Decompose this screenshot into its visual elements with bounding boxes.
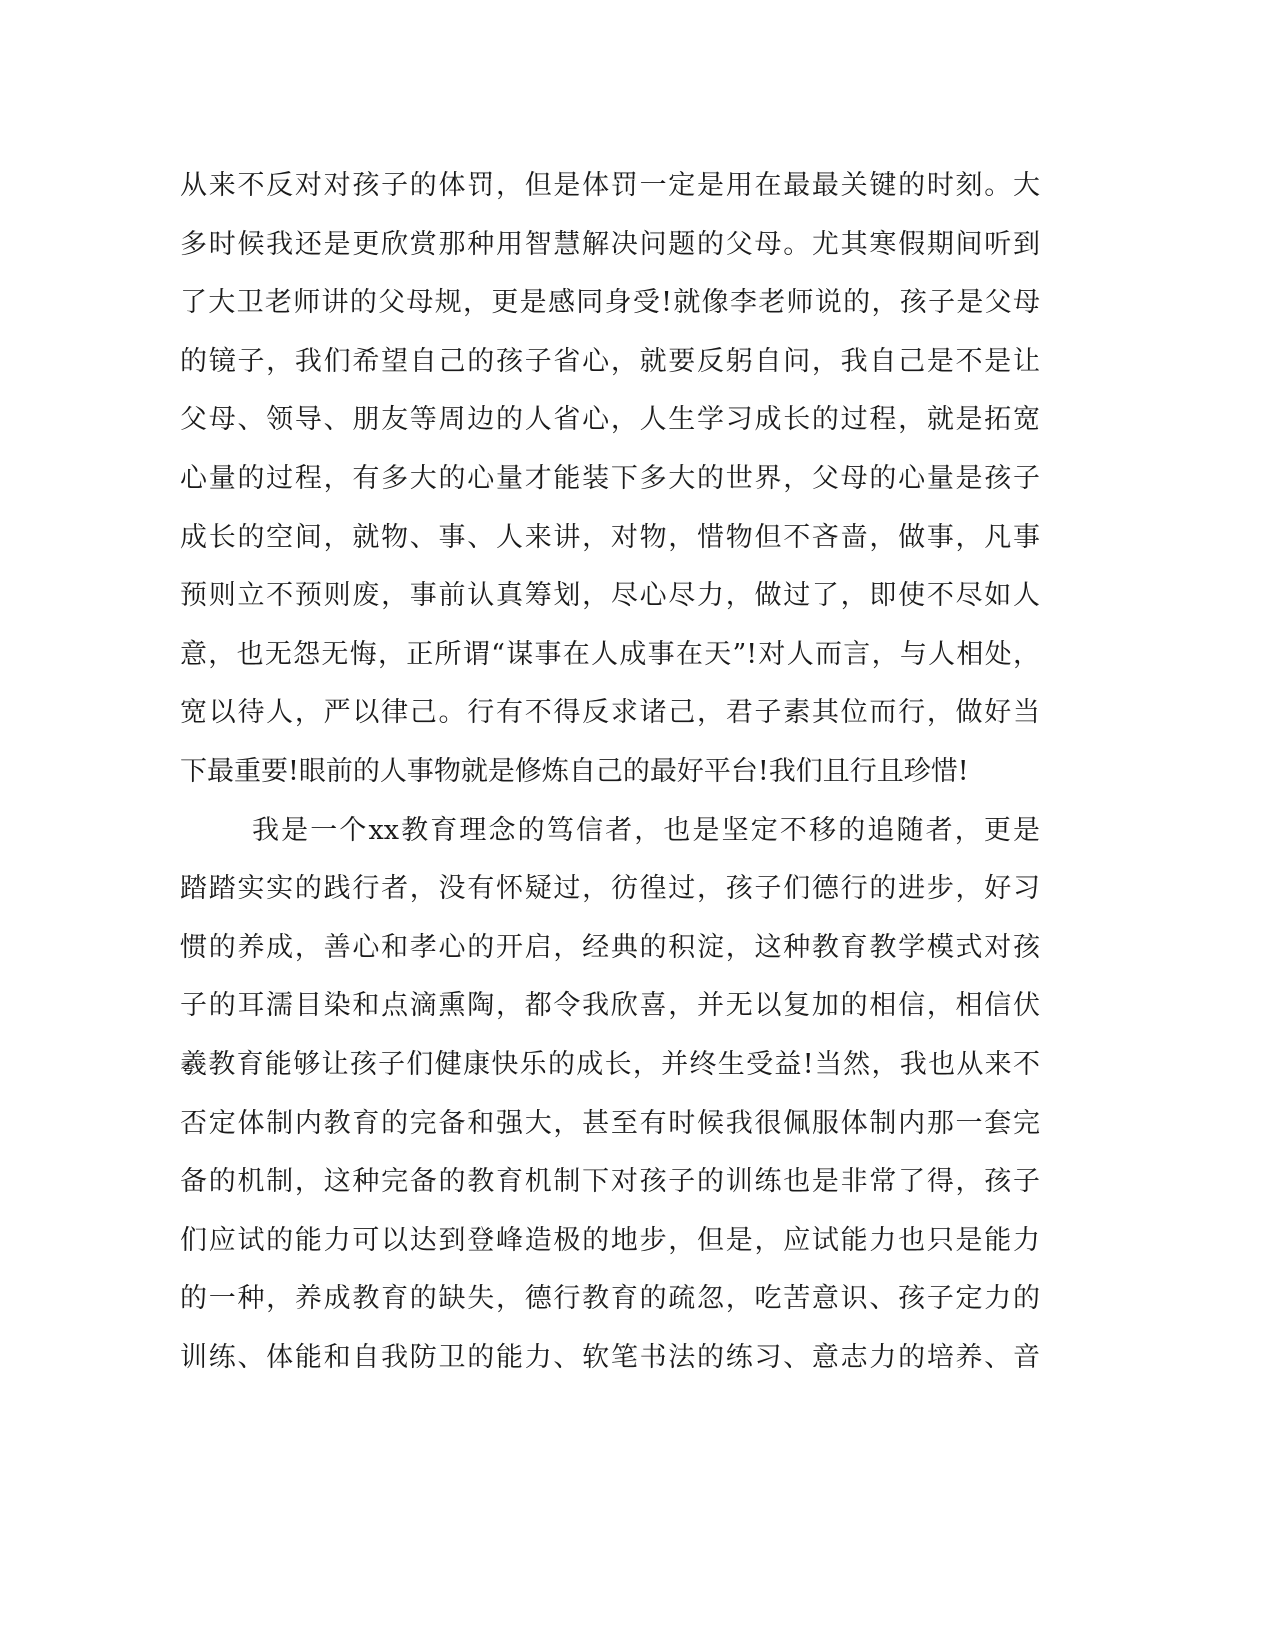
text-line: 的镜子，我们希望自己的孩子省心，就要反躬自问，我自己是不是让	[180, 345, 1040, 377]
text-line: 多时候我还是更欣赏那种用智慧解决问题的父母。尤其寒假期间听到	[180, 228, 1040, 260]
text-line: 下最重要!眼前的人事物就是修炼自己的最好平台!我们且行且珍惜!	[180, 755, 969, 787]
text-line: 父母、领导、朋友等周边的人省心，人生学习成长的过程，就是拓宽	[180, 404, 1040, 436]
text-line: 踏踏实实的践行者，没有怀疑过，彷徨过，孩子们德行的进步，好习	[180, 873, 1040, 905]
text-line: 训练、体能和自我防卫的能力、软笔书法的练习、意志力的培养、音	[180, 1341, 1040, 1373]
text-line: 备的机制，这种完备的教育机制下对孩子的训练也是非常了得，孩子	[180, 1166, 1040, 1198]
text-line: 惯的养成，善心和孝心的开启，经典的积淀，这种教育教学模式对孩	[180, 931, 1040, 963]
text-line: 的一种，养成教育的缺失，德行教育的疏忽，吃苦意识、孩子定力的	[180, 1283, 1040, 1315]
body-text	[180, 157, 1040, 1387]
text-line: 子的耳濡目染和点滴熏陶，都令我欣喜，并无以复加的相信，相信伏	[180, 990, 1040, 1022]
text-line: 意，也无怨无悔，正所谓“谋事在人成事在天”!对人而言，与人相处，	[180, 638, 1040, 670]
text-line: 成长的空间，就物、事、人来讲，对物，惜物但不吝啬，做事，凡事	[180, 521, 1040, 553]
text-line: 宽以待人，严以律己。行有不得反求诸己，君子素其位而行，做好当	[180, 697, 1040, 729]
paragraph-2	[180, 802, 1040, 1388]
text-line: 从来不反对对孩子的体罚，但是体罚一定是用在最最关键的时刻。大	[180, 170, 1040, 201]
text-line: 预则立不预则废，事前认真筹划，尽心尽力，做过了，即使不尽如人	[180, 580, 1040, 612]
text-line: 心量的过程，有多大的心量才能装下多大的世界，父母的心量是孩子	[180, 462, 1040, 494]
text-line: 否定体制内教育的完备和强大，甚至有时候我很佩服体制内那一套完	[180, 1107, 1040, 1139]
text-line: 了大卫老师讲的父母规，更是感同身受!就像李老师说的，孩子是父母	[180, 287, 1040, 319]
text-line: 羲教育能够让孩子们健康快乐的成长，并终生受益!当然，我也从来不	[180, 1048, 1040, 1080]
text-line: 们应试的能力可以达到登峰造极的地步，但是，应试能力也只是能力	[180, 1224, 1040, 1256]
text-line: 我是一个xx教育理念的笃信者，也是坚定不移的追随者，更是	[252, 814, 1040, 846]
paragraph-1	[180, 157, 1040, 802]
